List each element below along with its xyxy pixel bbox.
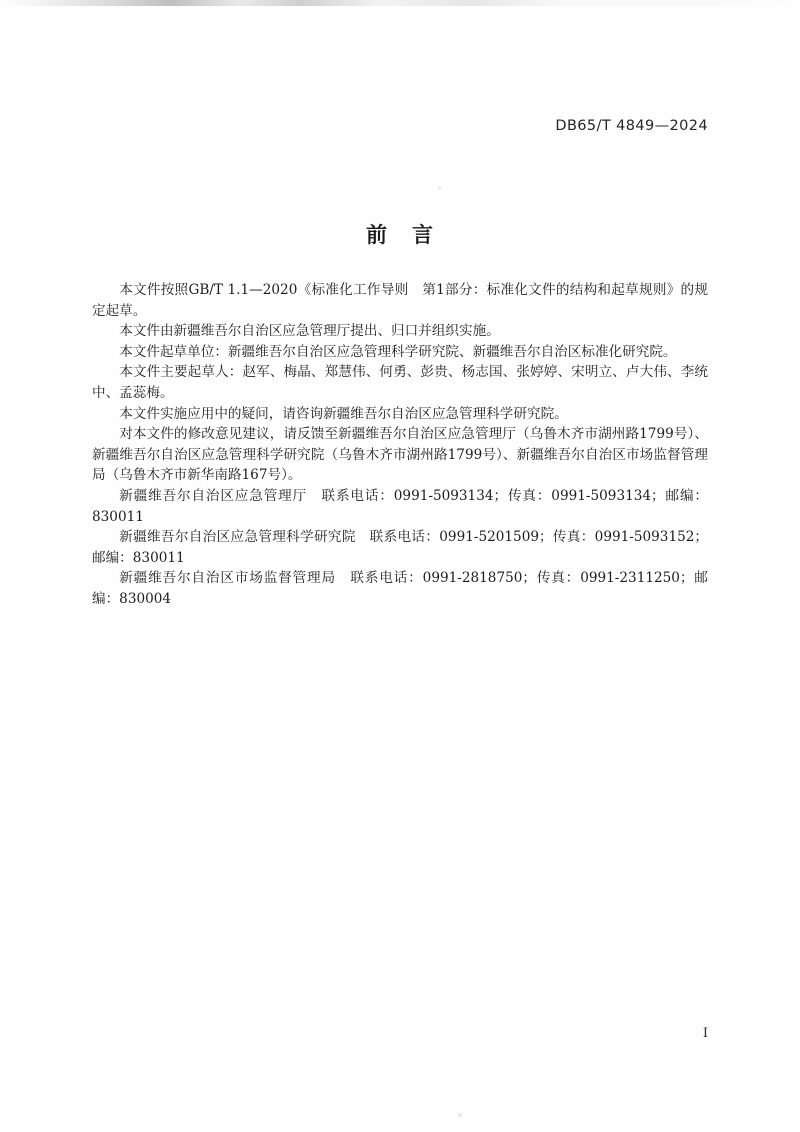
- footer-page-number: I: [702, 1026, 708, 1041]
- scan-artifact-top: [0, 0, 800, 6]
- foreword-body: [92, 280, 708, 610]
- contact-line-market-supervision: 新疆维吾尔自治区市场监督管理局 联系电话：0991-2818750；传真：0991-2311250；邮编：830004: [92, 570, 708, 607]
- scan-speck: [438, 186, 441, 189]
- page-title-char-left: 前: [366, 222, 388, 247]
- scan-speck: [458, 1113, 462, 1117]
- contact-line-emergency-department: 新疆维吾尔自治区应急管理厅 联系电话：0991-5093134；传真：0991-5093134；邮编：830011: [92, 487, 708, 525]
- foreword-paragraph: 本文件实施应用中的疑问，请咨询新疆维吾尔自治区应急管理科学研究院。: [119, 405, 568, 422]
- foreword-paragraph: 本文件按照GB/T 1.1—2020《标准化工作导则 第1部分：标准化文件的结构和起草规则》的规定起草。: [92, 282, 708, 319]
- foreword-paragraph: 本文件起草单位：新疆维吾尔自治区应急管理科学研究院、新疆维吾尔自治区标准化研究院。: [119, 343, 677, 360]
- running-header-standard-number: DB65/T 4849—2024: [555, 118, 708, 134]
- foreword-paragraph: 本文件由新疆维吾尔自治区应急管理厅提出、归口并组织实施。: [119, 323, 500, 340]
- contact-line-research-institute: 新疆维吾尔自治区应急管理科学研究院 联系电话：0991-5201509；传真：0991-5093152；邮编：830011: [92, 529, 708, 566]
- foreword-paragraph-drafters: 本文件主要起草人：赵军、梅晶、郑慧伟、何勇、彭贵、杨志国、张婷婷、宋明立、卢大伟、李统中、孟蕊梅。: [92, 364, 708, 401]
- foreword-paragraph-feedback: 对本文件的修改意见建议，请反馈至新疆维吾尔自治区应急管理厅（乌鲁木齐市湖州路1799号）、新疆维吾尔自治区应急管理科学研究院（乌鲁木齐市湖州路1799号）、新疆维吾尔自治区市场监督管理局（乌鲁木齐市新华南路167号）。: [92, 426, 708, 484]
- page-title-char-right: 言: [412, 222, 434, 247]
- page-title: [0, 219, 800, 249]
